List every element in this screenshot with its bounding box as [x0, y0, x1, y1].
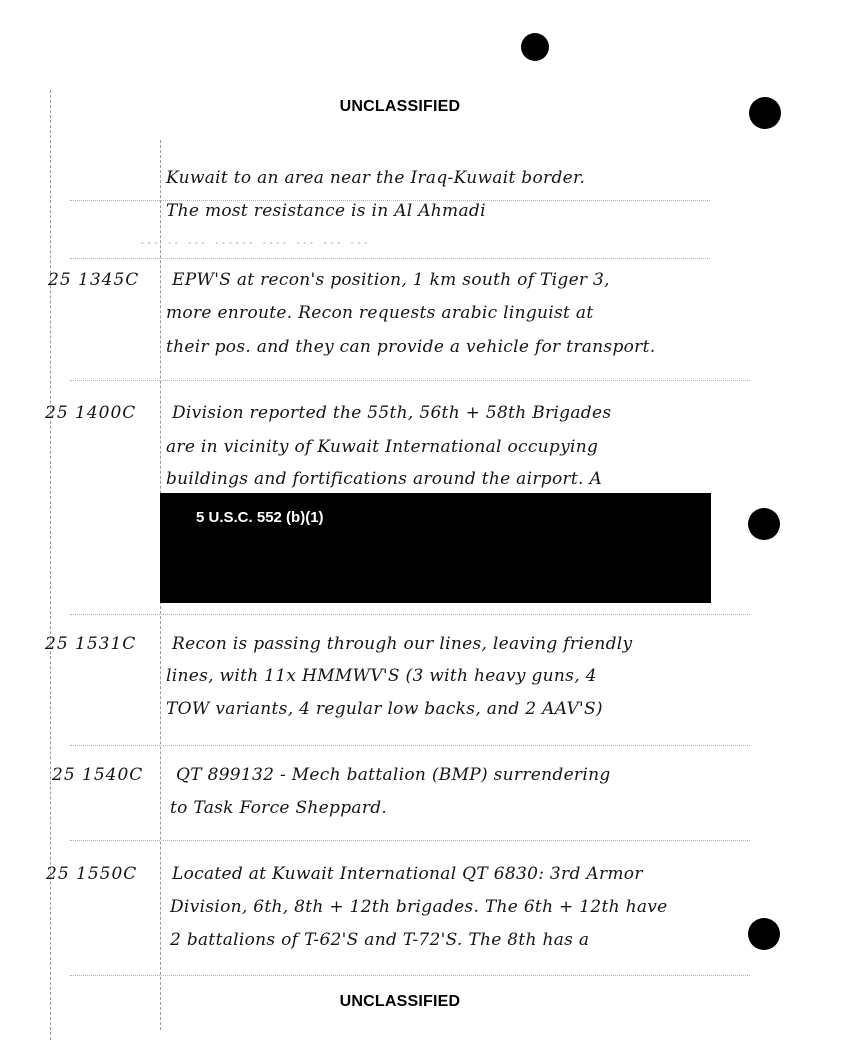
redaction-label: 5 U.S.C. 552 (b)(1)	[196, 509, 324, 526]
log-line: more enroute. Recon requests arabic linguist at	[166, 303, 594, 323]
punch-hole	[748, 918, 780, 950]
log-line: Kuwait to an area near the Iraq-Kuwait border.	[166, 168, 586, 188]
entry-timestamp: 25 1550C	[46, 864, 138, 884]
form-line	[70, 258, 710, 259]
log-line: The most resistance is in Al Ahmadi	[166, 201, 486, 221]
punch-hole	[748, 508, 780, 540]
margin-rule	[50, 90, 51, 1040]
form-line	[70, 745, 750, 746]
classification-footer: UNCLASSIFIED	[339, 993, 461, 1010]
log-line: Recon is passing through our lines, leaving friendly	[172, 634, 633, 654]
log-line: their pos. and they can provide a vehicle for transport.	[166, 337, 656, 357]
form-line	[70, 614, 750, 615]
log-line: to Task Force Sheppard.	[170, 798, 388, 818]
faded-text-band: ··· ·· ··· ······ ···· ··· ··· ···	[140, 234, 371, 252]
entry-timestamp: 25 1531C	[45, 634, 137, 654]
form-line	[70, 840, 750, 841]
entry-timestamp: 25 1540C	[52, 765, 144, 785]
log-line: Located at Kuwait International QT 6830: 3rd Armor	[172, 864, 643, 884]
redaction-block	[160, 493, 711, 603]
log-line: buildings and fortifications around the airport. A	[166, 469, 603, 489]
log-line: EPW'S at recon's position, 1 km south of Tiger 3,	[172, 270, 610, 290]
punch-hole	[521, 33, 549, 61]
log-line: QT 899132 - Mech battalion (BMP) surrendering	[176, 765, 611, 785]
log-line: Division, 6th, 8th + 12th brigades. The 6th + 12th have	[170, 897, 668, 917]
entry-timestamp: 25 1400C	[45, 403, 137, 423]
classification-header: UNCLASSIFIED	[339, 98, 461, 115]
form-line	[70, 975, 750, 976]
entry-timestamp: 25 1345C	[48, 270, 140, 290]
log-line: Division reported the 55th, 56th + 58th Brigades	[172, 403, 612, 423]
log-line: 2 battalions of T-62'S and T-72'S. The 8th has a	[170, 930, 590, 950]
form-line	[70, 380, 750, 381]
log-line: lines, with 11x HMMWV'S (3 with heavy guns, 4	[166, 666, 597, 686]
log-line: are in vicinity of Kuwait International occupying	[166, 437, 599, 457]
log-line: TOW variants, 4 regular low backs, and 2 AAV'S)	[166, 699, 603, 719]
